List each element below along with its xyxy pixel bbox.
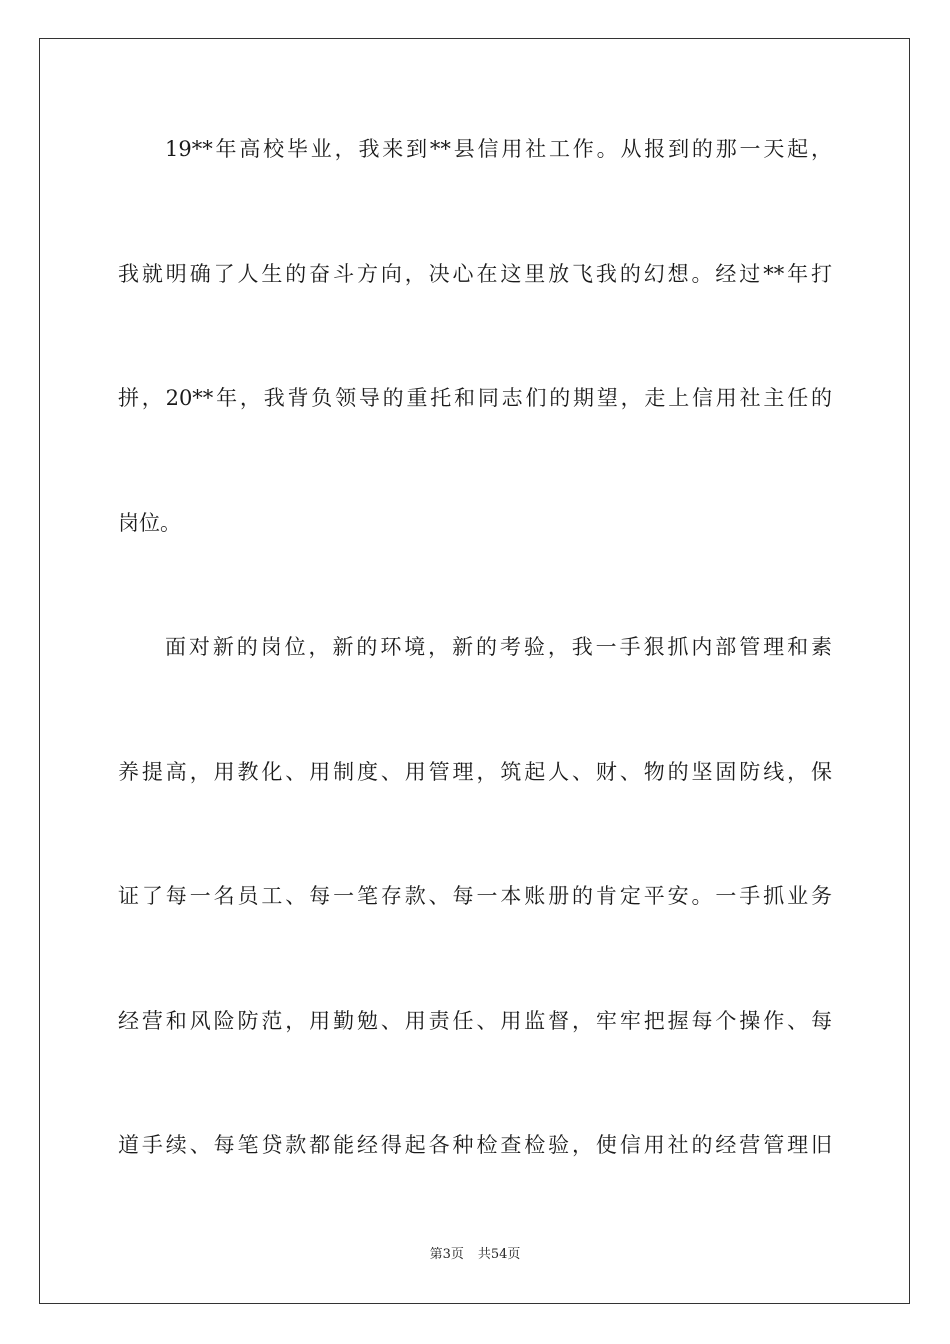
paragraph-2-line-2: 养提高，用教化、用制度、用管理，筑起人、财、物的坚固防线，保 xyxy=(118,760,832,784)
paragraph-1-line-2: 我就明确了人生的奋斗方向，决心在这里放飞我的幻想。经过**年打 xyxy=(118,262,832,286)
paragraph-2-line-3: 证了每一名员工、每一笔存款、每一本账册的肯定平安。一手抓业务 xyxy=(118,884,832,908)
paragraph-2-line-4: 经营和风险防范，用勤勉、用责任、用监督，牢牢把握每个操作、每 xyxy=(118,1009,832,1033)
page-total: 共54页 xyxy=(477,1247,521,1262)
paragraph-2-line-1: 面对新的岗位，新的环境，新的考验，我一手狠抓内部管理和素 xyxy=(165,635,832,659)
page-footer xyxy=(0,1245,950,1265)
paragraph-1-line-1: 19**年高校毕业，我来到**县信用社工作。从报到的那一天起， xyxy=(165,137,832,161)
paragraph-1-line-3: 拼，20**年，我背负领导的重托和同志们的期望，走上信用社主任的 xyxy=(118,386,832,410)
page-number: 第3页 xyxy=(429,1247,464,1262)
paragraph-1-line-4: 岗位。 xyxy=(118,511,181,535)
page-border xyxy=(39,38,910,1304)
paragraph-2-line-5: 道手续、每笔贷款都能经得起各种检查检验，使信用社的经营管理旧 xyxy=(118,1133,832,1157)
